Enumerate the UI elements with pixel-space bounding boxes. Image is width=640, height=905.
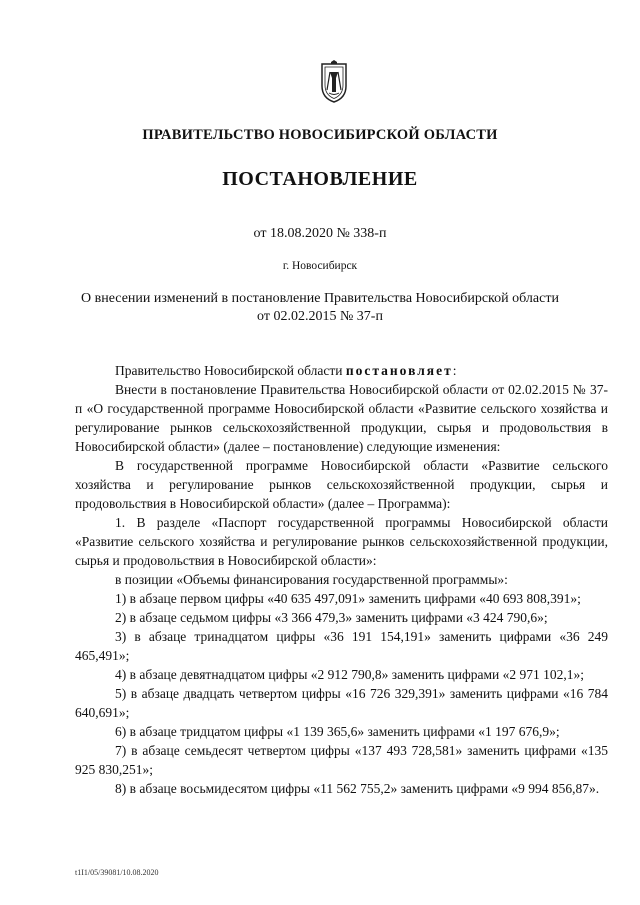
- organization-title: ПРАВИТЕЛЬСТВО НОВОСИБИРСКОЙ ОБЛАСТИ: [142, 127, 498, 143]
- date-number: от 18.08.2020 № 338-п: [253, 226, 387, 241]
- paragraph: Внести в постановление Правительства Новосибирской области от 02.02.2015 № 37-п «О государственной программе Новосибирской области «Развитие сельского хозяйства и регулирование рынков сельскохозяйственной продукции, сырья и продовольствия в Новосибирской области» (далее – постановление) следующие изменения:: [75, 382, 608, 454]
- document-type: ПОСТАНОВЛЕНИЕ: [222, 168, 418, 190]
- resolution-intro: [75, 361, 608, 380]
- coat-of-arms-icon: [316, 60, 352, 104]
- document-code: t1I1/05/39081/10.08.2020: [75, 868, 159, 877]
- list-item: 1) в абзаце первом цифры «40 635 497,091» заменить цифрами «40 693 808,391»;: [115, 591, 581, 606]
- paragraph: в позиции «Объемы финансирования государственной программы»:: [115, 572, 508, 587]
- document-body: [75, 361, 608, 798]
- list-item: 7) в абзаце семьдесят четвертом цифры «137 493 728,581» заменить цифрами «135 925 830,251»;: [75, 743, 608, 777]
- list-item: 4) в абзаце девятнадцатом цифры «2 912 790,8» заменить цифрами «2 971 102,1»;: [115, 667, 584, 682]
- intro-text: Правительство Новосибирской области: [115, 363, 346, 378]
- list-item: 8) в абзаце восьмидесятом цифры «11 562 755,2» заменить цифрами «9 994 856,87».: [115, 781, 600, 796]
- document-subject: [80, 290, 560, 326]
- city: г. Новосибирск: [282, 260, 358, 272]
- list-item: 2) в абзаце седьмом цифры «3 366 479,3» заменить цифрами «3 424 790,6»;: [115, 610, 548, 625]
- resolution-verb: постановляет: [345, 363, 453, 378]
- list-item: 6) в абзаце тридцатом цифры «1 139 365,6» заменить цифрами «1 197 676,9»;: [115, 724, 560, 739]
- subject-line: от 02.02.2015 № 37-п: [257, 309, 383, 324]
- paragraph: 1. В разделе «Паспорт государственной программы Новосибирской области «Развитие сельского хозяйства и регулирование рынков сельскохозяйственной продукции, сырья и продовольствия в Новосибирской области»:: [75, 515, 608, 568]
- list-item: 3) в абзаце тринадцатом цифры «36 191 154,191» заменить цифрами «36 249 465,491»;: [75, 629, 608, 663]
- intro-end: :: [452, 363, 457, 378]
- paragraph: В государственной программе Новосибирской области «Развитие сельского хозяйства и регулирование рынков сельскохозяйственной продукции, сырья и продовольствия в Новосибирской области» (далее – Программа):: [75, 458, 608, 511]
- subject-line: О внесении изменений в постановление Правительства Новосибирской области: [81, 291, 559, 306]
- list-item: 5) в абзаце двадцать четвертом цифры «16 726 329,391» заменить цифрами «16 784 640,691»;: [75, 686, 608, 720]
